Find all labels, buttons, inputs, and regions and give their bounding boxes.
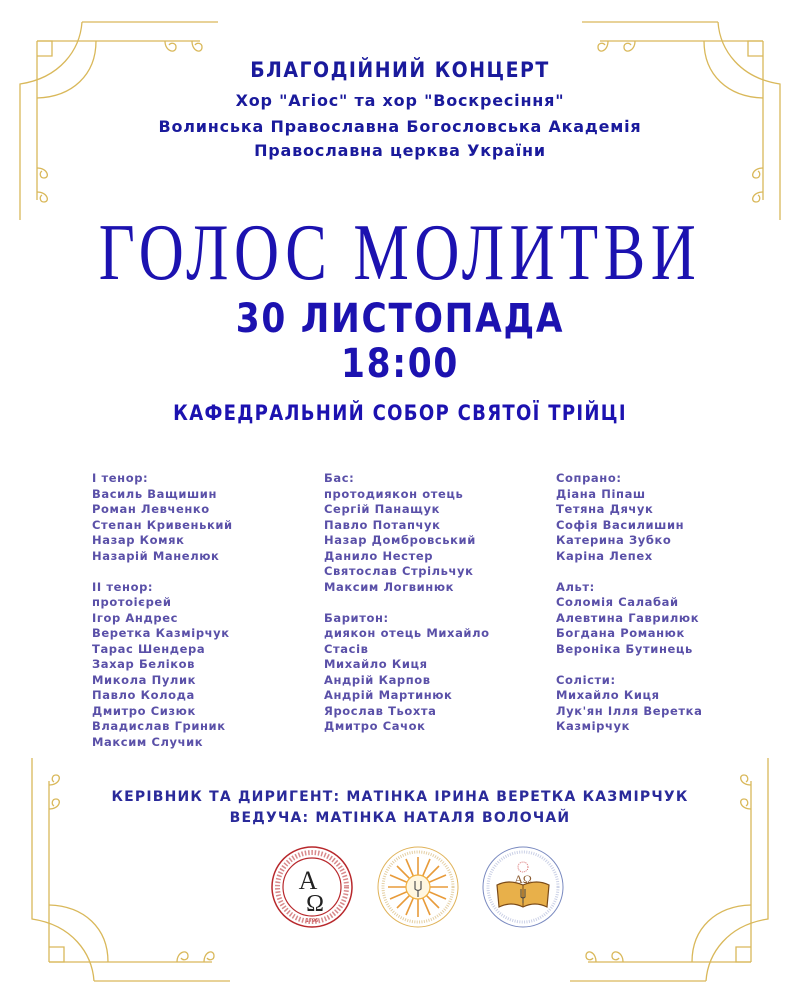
list-item: Назарій Манелюк	[92, 548, 220, 563]
list-item: Сергій Панащук	[324, 502, 440, 516]
omega-glyph: Ω	[306, 891, 324, 917]
section-label: ІІ тенор:	[92, 579, 154, 594]
section-tenor-2	[92, 580, 233, 751]
list-item: Богдана Романюк	[556, 626, 685, 640]
list-item: Казмірчук	[556, 719, 631, 733]
list-item: Михайло Киця	[324, 657, 428, 671]
list-item: Назар Комяк	[92, 533, 185, 547]
logos-row	[270, 845, 565, 925]
concert-venue: КАФЕДРАЛЬНИЙ СОБОР СВЯТОЇ ТРІЙЦІ	[173, 401, 627, 425]
list-item: Святослав Стрільчук	[324, 564, 474, 578]
list-item: Вероніка Бутинець	[556, 641, 693, 656]
list-item: Алевтина Гаврилюк	[556, 610, 700, 625]
concert-date: 30 ЛИСТОПАДА	[235, 296, 565, 342]
list-item: Ігор Андрес	[92, 610, 179, 625]
list-item: Степан Кривенький	[92, 517, 233, 532]
list-item: Павло Потапчук	[324, 517, 441, 532]
list-item: Андрій Мартинюк	[324, 688, 453, 702]
list-item: диякон отець Михайло	[324, 626, 490, 640]
list-item: Назар Домбровський	[324, 533, 476, 547]
list-item: Діана Піпаш	[556, 486, 646, 501]
seal-year: 1796	[305, 918, 319, 924]
open-book-seal-icon	[481, 845, 565, 929]
concert-time: 18:00	[340, 341, 460, 387]
list-item: Павло Колода	[92, 688, 195, 702]
list-item: Максим Случик	[92, 734, 204, 749]
alpha-omega-seal-icon	[270, 845, 354, 929]
list-item: Захар Беліков	[92, 657, 196, 671]
list-item: Тетяна Дячук	[556, 502, 654, 516]
performers-column-1	[92, 471, 233, 766]
list-item: Владислав Гриник	[92, 719, 226, 733]
list-item: Каріна Лепех	[556, 548, 653, 563]
host-credit: ВЕДУЧА: МАТІНКА НАТАЛЯ ВОЛОЧАЙ	[229, 810, 571, 826]
list-item: Стасів	[324, 641, 369, 656]
list-item: Василь Ващишин	[92, 486, 218, 501]
list-item: Соломія Салабай	[556, 595, 679, 609]
section-label: Солісти:	[556, 672, 616, 687]
conductor-credit: КЕРІВНИК ТА ДИРИГЕНТ: МАТІНКА ІРИНА ВЕРЕТКА КАЗМІРЧУК	[111, 789, 689, 805]
section-label: Бас:	[324, 471, 355, 485]
section-tenor-1	[92, 471, 233, 564]
list-item: Микола Пулик	[92, 672, 197, 687]
list-item: протоієрей	[92, 595, 172, 609]
book-glyphs: АΩ	[514, 872, 532, 886]
section-baritone	[324, 611, 490, 735]
event-type-heading: БЛАГОДІЙНИЙ КОНЦЕРТ	[250, 58, 550, 82]
section-label: Сопрано:	[556, 471, 622, 485]
list-item: Лук'ян Ілля Веретка	[556, 703, 703, 718]
list-item: Тарас Шендера	[92, 641, 206, 656]
list-item: Михайло Киця	[556, 688, 660, 702]
list-item: Веретка Казмірчук	[92, 626, 230, 640]
performers-column-3	[556, 471, 702, 750]
list-item: Дмитро Сачок	[324, 719, 426, 733]
section-label: Баритон:	[324, 610, 389, 625]
church-line: Православна церква України	[254, 141, 546, 160]
concert-title: ГОЛОС МОЛИТВИ	[98, 209, 702, 297]
choirs-line: Хор "Агіос" та хор "Воскресіння"	[235, 91, 565, 110]
section-soloists	[556, 673, 702, 735]
list-item: Катерина Зубко	[556, 533, 672, 547]
sun-tuning-fork-seal-icon	[376, 845, 460, 929]
list-item: Данило Нестер	[324, 548, 434, 563]
list-item: Андрій Карпов	[324, 672, 431, 687]
alpha-glyph: А	[298, 866, 318, 895]
section-soprano	[556, 471, 702, 564]
list-item: Роман Левченко	[92, 502, 210, 516]
section-label: Альт:	[556, 579, 595, 594]
list-item: протодиякон отець	[324, 486, 464, 501]
list-item: Ярослав Тьохта	[324, 703, 437, 718]
list-item: Софія Василишин	[556, 517, 685, 532]
performers-column-2	[324, 471, 490, 750]
academy-line: Волинська Православна Богословська Академія	[158, 117, 642, 136]
section-bass	[324, 471, 490, 595]
section-label: І тенор:	[92, 471, 149, 485]
list-item: Дмитро Сизюк	[92, 703, 196, 718]
section-alto	[556, 580, 702, 658]
list-item: Максим Логвинюк	[324, 579, 455, 594]
